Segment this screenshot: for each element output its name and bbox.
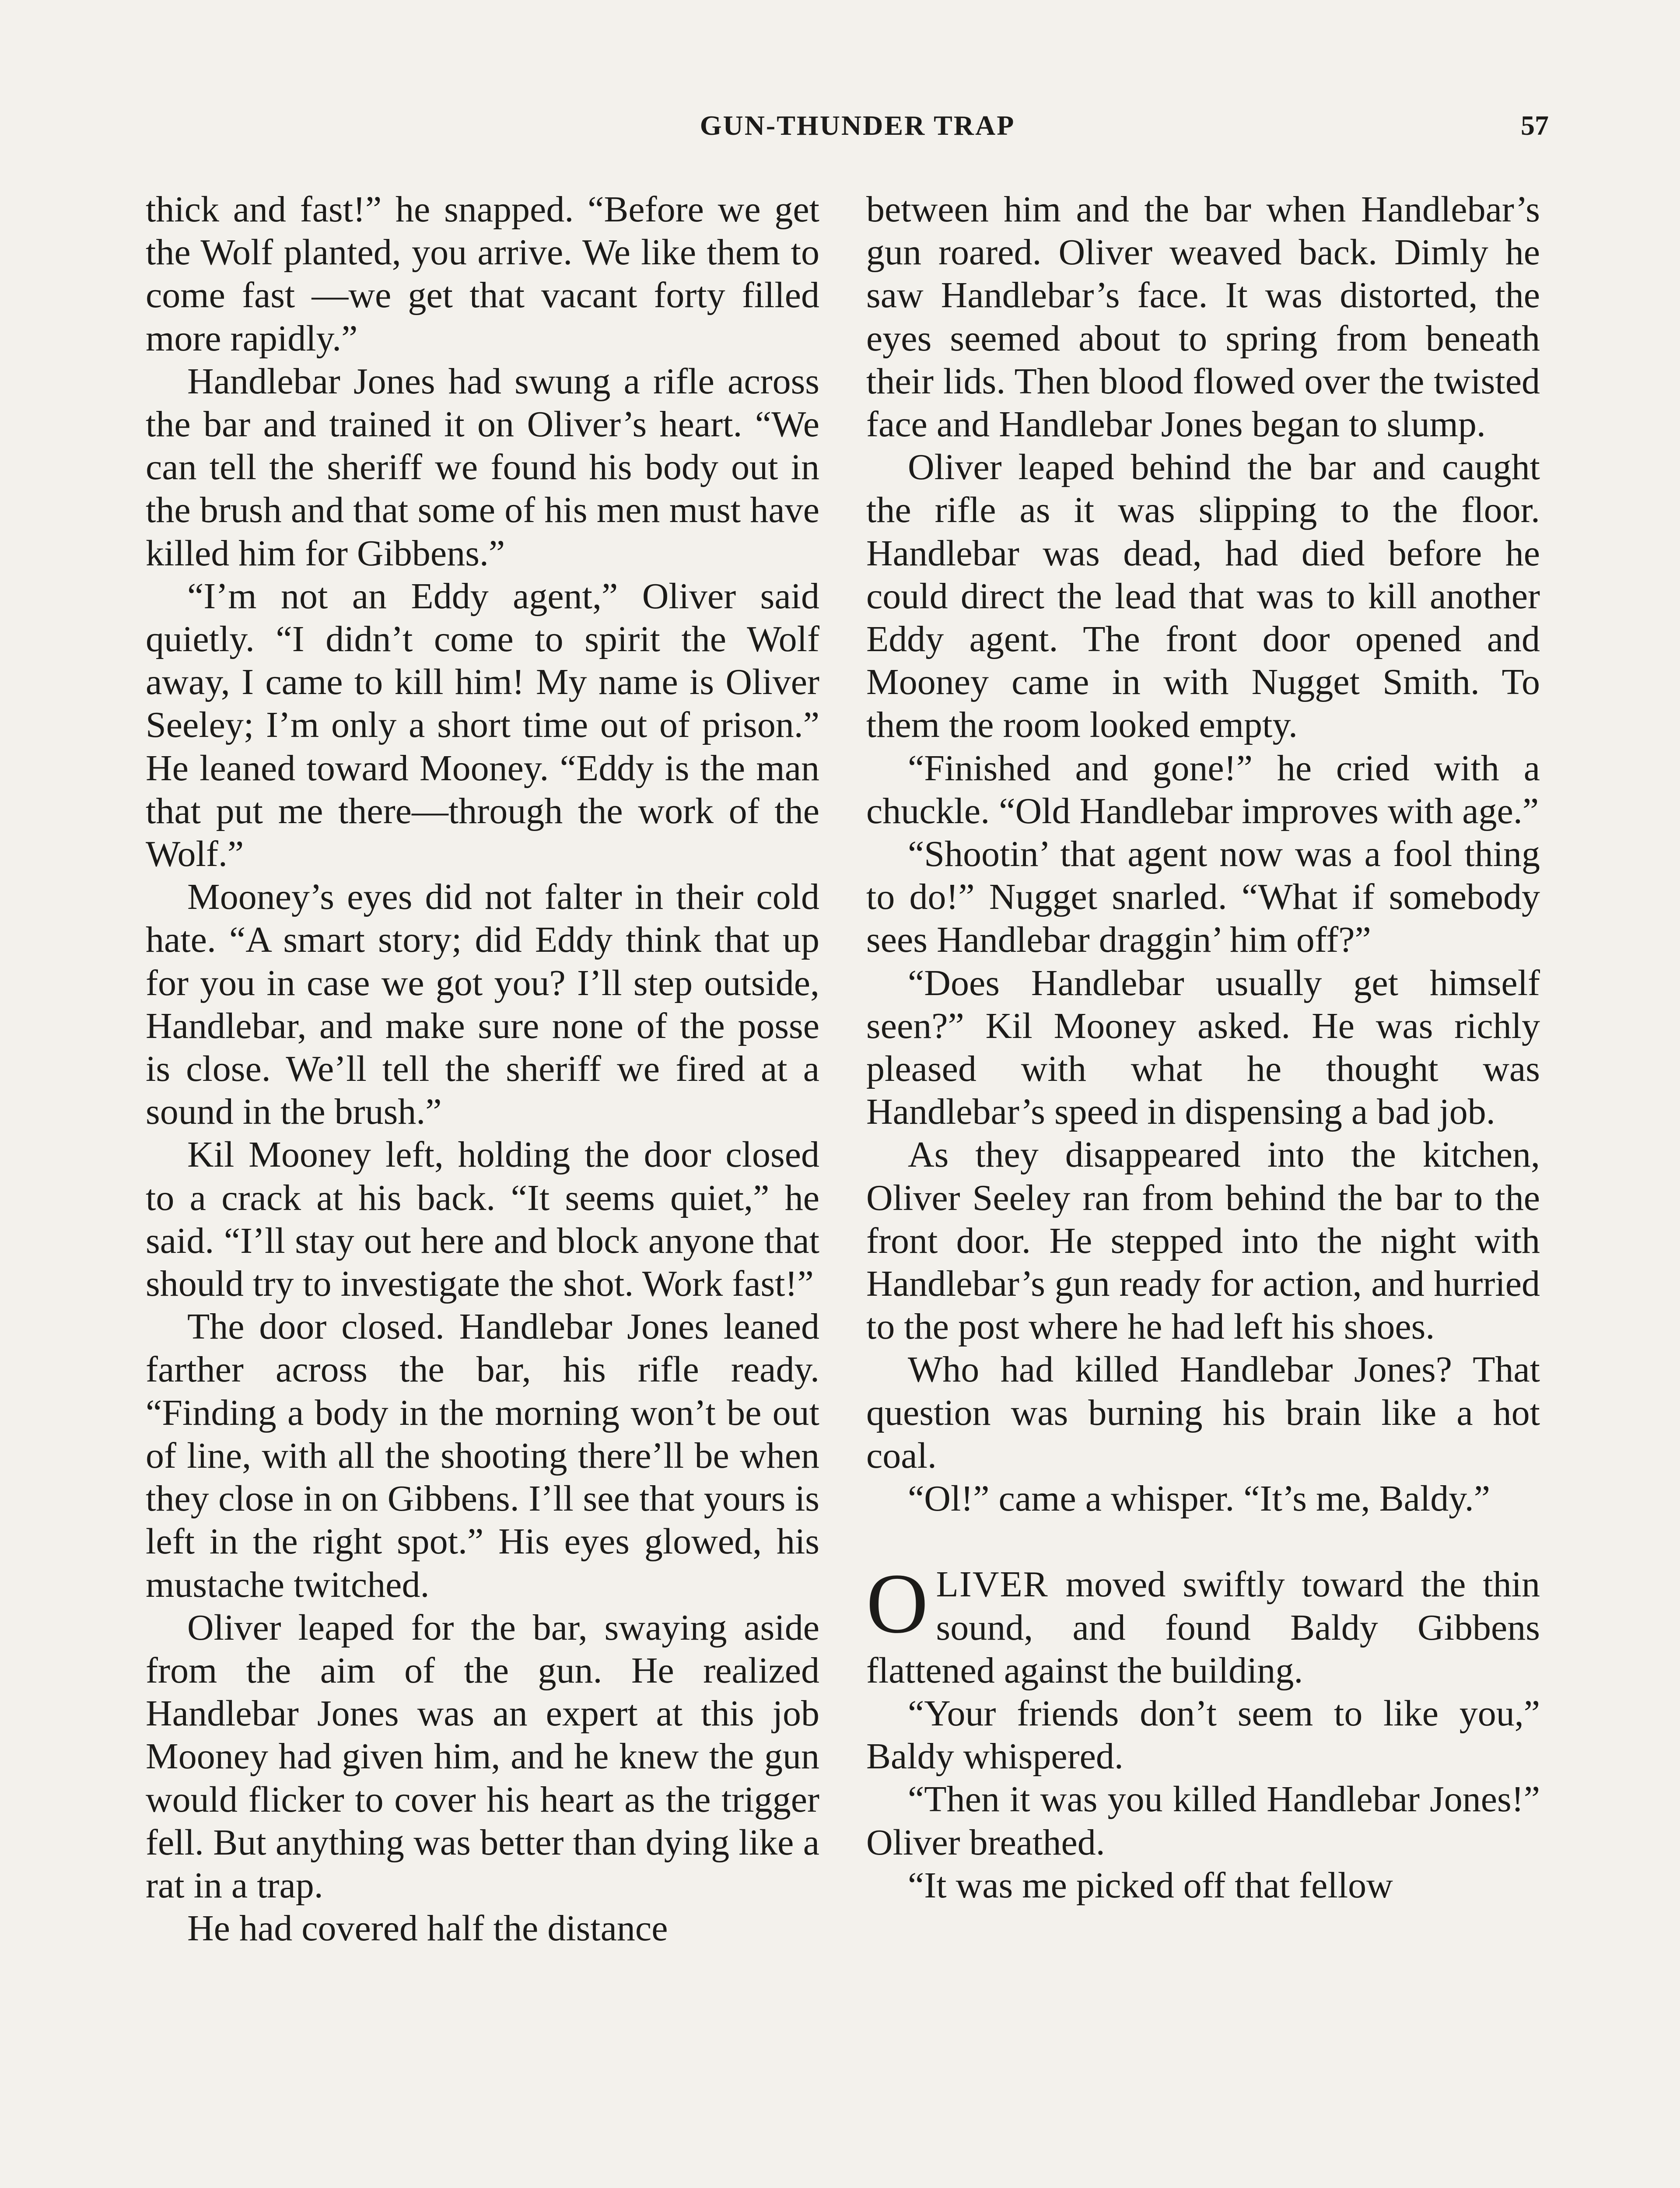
paragraph: Mooney’s eyes did not falter in their cold hate. “A smart story; did Eddy think that up for you in case we got you? I’ll step outside, Handlebar, and make sure none of the posse is close. We’ll tell the sheriff we fired at a sound in the brush.” (146, 877, 819, 1133)
paragraph: “Finished and gone!” he cried with a chuckle. “Old Handlebar improves with age.” (866, 747, 1540, 831)
paragraph: “Shootin’ that agent now was a fool thing to do!” Nugget snarled. “What if somebody sees Handlebar draggin’ him off?” (866, 834, 1540, 961)
paragraph: Oliver leaped behind the bar and caught the rifle as it was slipping to the floor. Handlebar was dead, had died before he could direct the lead that was to kill another Eddy agent. The front door opened and Mooney came in with Nugget Smith. To them the room looked empty. (866, 447, 1540, 746)
paragraph: “It was me picked off that fellow (908, 1865, 1393, 1906)
paragraph: thick and fast!” he snapped. “Before we get the Wolf planted, you arrive. We like them to come fast —we get that vacant forty filled more rapidly.” (146, 189, 819, 359)
paragraph: Handlebar Jones had swung a rifle across the bar and trained it on Oliver’s heart. “We can tell the sheriff we found his body out in the brush and that some of his men must have killed him for Gibbens.” (146, 361, 819, 574)
paragraph: Oliver leaped for the bar, swaying aside from the aim of the gun. He realized Handlebar Jones was an expert at this job Mooney had given him, and he knew the gun would flicker to cover his heart as the trigger fell. But anything was better than dying like a rat in a trap. (146, 1607, 819, 1906)
page-number: 57 (1521, 110, 1549, 141)
section-text: moved swiftly toward the thin sound, and found Baldy Gibbens flattened against the building. (866, 1564, 1540, 1691)
left-column (146, 188, 819, 2188)
paragraph: “Then it was you killed Handlebar Jones!” Oliver breathed. (866, 1779, 1540, 1863)
paragraph: The door closed. Handlebar Jones leaned farther across the bar, his rifle ready. “Finding a body in the morning won’t be out of line, with all the shooting there’ll be when they close in on Gibbens. I’ll see that yours is left in the right spot.” His eyes glowed, his mustache twitched. (146, 1306, 819, 1605)
section-opening-paragraph (866, 1556, 1540, 1692)
paragraph: “Ol!” came a whisper. “It’s me, Baldy.” (908, 1478, 1491, 1519)
drop-cap: O (866, 1556, 928, 1652)
paragraph: between him and the bar when Handlebar’s gun roared. Oliver weaved back. Dimly he saw Handlebar’s face. It was distorted, the eyes seemed about to spring from beneath their lids. Then blood flowed over the twisted face and Handlebar Jones began to slump. (866, 189, 1540, 445)
paragraph: As they disappeared into the kitchen, Oliver Seeley ran from behind the bar to the front door. He stepped into the night with Handlebar’s gun ready for action, and hurried to the post where he had left his shoes. (866, 1134, 1540, 1347)
paragraph: He had covered half the distance (187, 1908, 668, 1949)
paragraph: Who had killed Handlebar Jones? That question was burning his brain like a hot coal. (866, 1349, 1540, 1476)
right-column (866, 188, 1540, 2188)
paragraph: “Your friends don’t seem to like you,” Baldy whispered. (866, 1693, 1540, 1777)
lead-caps: LIVER (936, 1564, 1049, 1605)
paragraph: Kil Mooney left, holding the door closed to a crack at his back. “It seems quiet,” he said. “I’ll stay out here and block anyone that should try to investigate the shot. Work fast!” (146, 1134, 819, 1304)
running-head: GUN-THUNDER TRAP (700, 110, 1015, 141)
paragraph: “I’m not an Eddy agent,” Oliver said quietly. “I didn’t come to spirit the Wolf away, I came to kill him! My name is Oliver Seeley; I’m only a short time out of prison.” He leaned toward Mooney. “Eddy is the man that put me there—through the work of the Wolf.” (146, 575, 819, 875)
paragraph: “Does Handlebar usually get himself seen?” Kil Mooney asked. He was richly pleased with what he thought was Handlebar’s speed in dispensing a bad job. (866, 962, 1540, 1133)
